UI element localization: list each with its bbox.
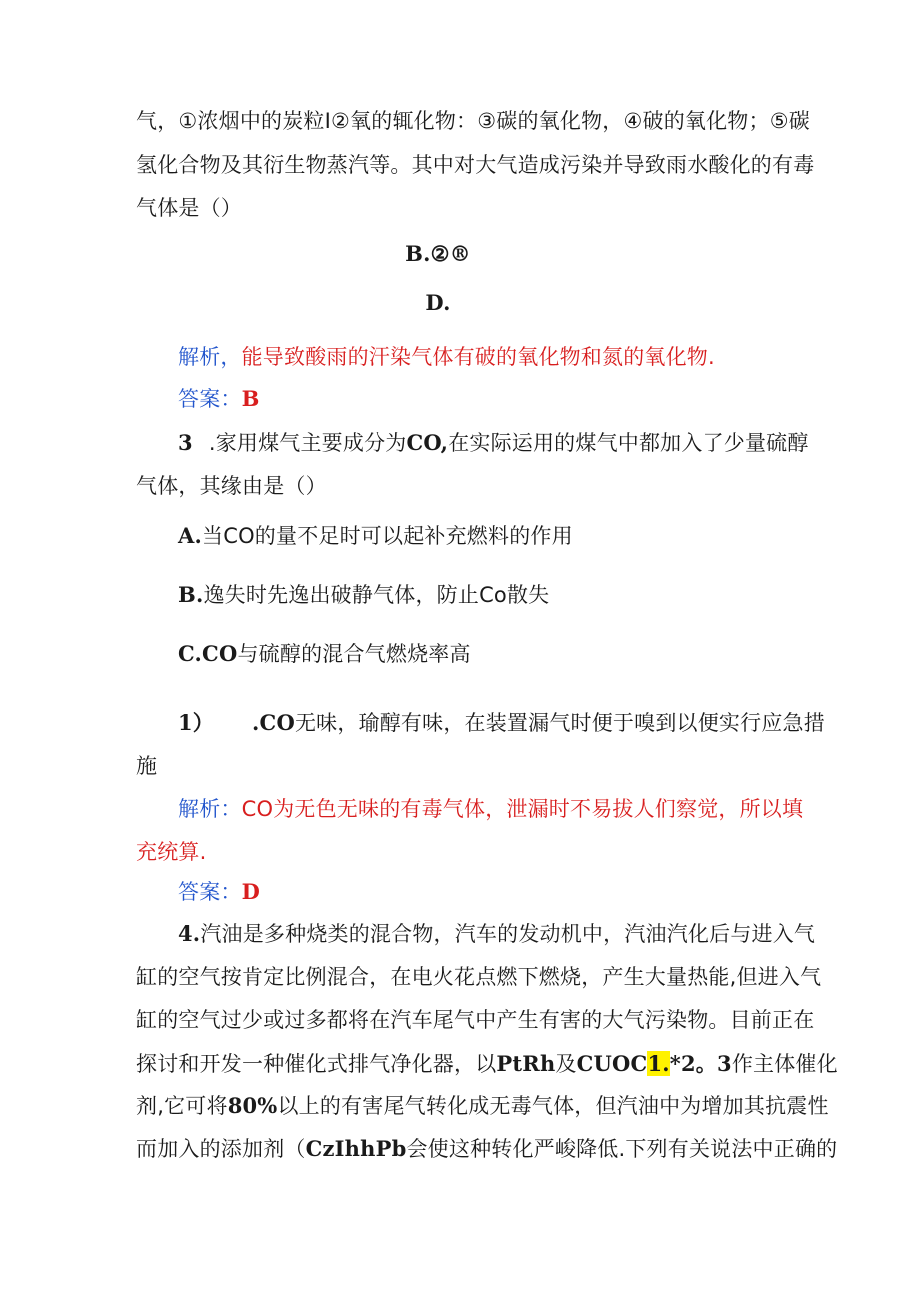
q2-option-d: D. bbox=[425, 290, 451, 315]
q4-line5-a: 剂,它可将 bbox=[136, 1094, 228, 1118]
q3-option-a bbox=[178, 521, 573, 551]
q4-line2: 缸的空气按肯定比例混合，在电火花点燃下燃烧，产生大量热能,但进入气 bbox=[136, 965, 822, 989]
q4-line4-b: PtRh bbox=[496, 1051, 556, 1076]
q2-stem-line1: 气，①浓烟中的炭粒I②氧的辄化物：③碳的氧化物，④破的氧化物；⑤碳 bbox=[136, 109, 810, 133]
q3-option-b-text: 逸失时先逸出破静气体，防止Co散失 bbox=[203, 583, 550, 607]
q4-line3: 缸的空气过少或过多都将在汽车尾气中产生有害的大气污染物。目前正在 bbox=[136, 1008, 815, 1032]
q3-analysis-line2: 充统算. bbox=[136, 840, 207, 864]
q4-line4-e: *2。3 bbox=[669, 1051, 732, 1076]
q3-stem-a: .家用煤气主要成分为 bbox=[208, 431, 407, 455]
q2-analysis bbox=[178, 342, 715, 372]
q3-analysis-line1: CO为无色无味的有毒气体，泄漏时不易拔人们察觉，所以填 bbox=[241, 797, 804, 821]
q3-number: 3 bbox=[178, 430, 193, 455]
q3-option-c-prefix: C.CO bbox=[178, 641, 238, 666]
q2-stem-line2: 氢化合物及其衍生物蒸汽等。其中对大气造成污染并导致雨水酸化的有毒 bbox=[136, 153, 815, 177]
q4-line6-a: 而加入的添加剂（ bbox=[136, 1137, 306, 1161]
q3-answer bbox=[178, 877, 260, 907]
q3-option-c-text: 与硫醇的混合气燃烧率高 bbox=[237, 642, 471, 666]
q3-stem-b: CO, bbox=[406, 430, 449, 455]
q2-option-b: B.②® bbox=[405, 241, 471, 266]
q4-line4-a: 探讨和开发一种催化式排气净化器，以 bbox=[136, 1052, 497, 1076]
q2-stem-line3: 气体是（） bbox=[136, 196, 242, 220]
q4-line6-c: 会使这种转化严峻降低.下列有关说法中正确的 bbox=[406, 1137, 838, 1161]
q3-analysis-label: 解析： bbox=[178, 797, 242, 821]
q3-option-d bbox=[178, 708, 825, 738]
q3-analysis bbox=[178, 794, 803, 824]
q2-answer bbox=[178, 384, 260, 414]
q2-answer-value: B bbox=[241, 386, 260, 411]
q4-line4-f: 作主体催化 bbox=[731, 1052, 838, 1076]
q4-line6 bbox=[136, 1134, 837, 1164]
q2-answer-label: 答案： bbox=[178, 387, 242, 411]
q3-stem-line2: 气体，其缘由是（） bbox=[136, 474, 327, 498]
q4-line5-b: 80% bbox=[227, 1093, 278, 1118]
q4-line5-c: 以上的有害尾气转化成无毒气体，但汽油中为增加其抗震性 bbox=[277, 1094, 829, 1118]
q2-analysis-text: 能导致酸雨的汗染气体有破的氧化物和氮的氧化物. bbox=[241, 345, 715, 369]
q2-analysis-label: 解析， bbox=[178, 345, 242, 369]
q4-line5 bbox=[136, 1091, 829, 1121]
q3-option-c bbox=[178, 639, 471, 669]
q4-number: 4. bbox=[178, 921, 201, 946]
q3-option-d-line2: 施 bbox=[136, 754, 158, 778]
q4-line4-c: 及 bbox=[555, 1052, 577, 1076]
q3-option-a-text: 当CO的量不足时可以起补充燃料的作用 bbox=[202, 524, 573, 548]
q3-option-d-a: .CO bbox=[252, 710, 295, 735]
q3-option-b-prefix: B. bbox=[178, 582, 204, 607]
q3-option-a-prefix: A. bbox=[178, 523, 203, 548]
q3-answer-value: D bbox=[241, 879, 261, 904]
q4-line1 bbox=[178, 919, 815, 949]
q3-stem-line1 bbox=[178, 428, 809, 458]
q4-line1-text: 汽油是多种烧类的混合物，汽车的发动机中，汽油汽化后与进入气 bbox=[200, 922, 816, 946]
q3-answer-label: 答案： bbox=[178, 880, 242, 904]
q3-option-d-prefix: 1） bbox=[178, 710, 215, 735]
q4-line4-highlight: 1. bbox=[647, 1051, 670, 1076]
q3-stem-c: 在实际运用的煤气中都加入了少量硫醇 bbox=[448, 431, 809, 455]
q3-option-d-b: 无味，瑜醇有味，在装置漏气时便于嗅到以便实行应急措 bbox=[294, 711, 825, 735]
q4-line4-d: CUOC bbox=[576, 1051, 648, 1076]
q4-line4 bbox=[136, 1049, 838, 1079]
q3-option-b bbox=[178, 580, 549, 610]
q4-line6-b: CzIhhPb bbox=[305, 1136, 407, 1161]
